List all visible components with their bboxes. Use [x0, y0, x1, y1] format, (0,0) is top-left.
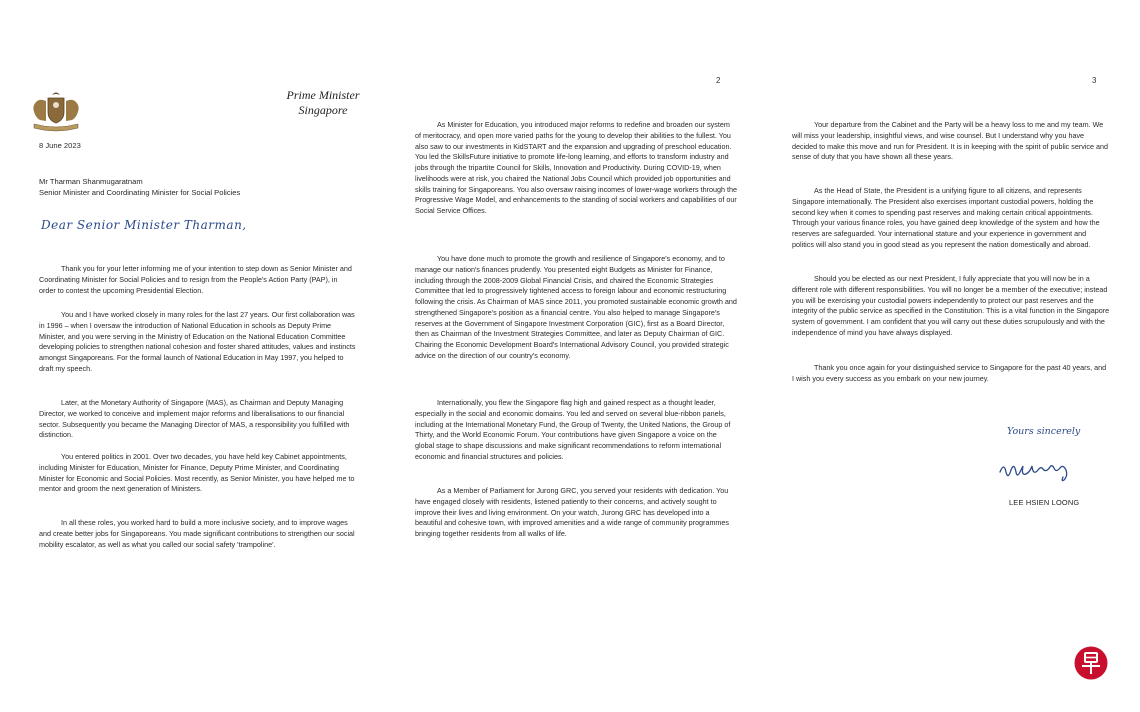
recipient-name: Mr Tharman Shanmugaratnam: [39, 177, 143, 186]
letter-date: 8 June 2023: [39, 141, 81, 150]
letter-page-2: [385, 0, 760, 712]
paragraph: You and I have worked closely in many roles for the last 27 years. Our first collaboration was in 1996 – when I oversaw the introduction of National Education in schools as Deputy Prime Minister, and you were serving in the Ministry of Education on the National Education Committee developing policies to strengthen national cohesion and foster shared attitudes, values and instincts amongst Singaporeans. For the formal launch of National Education in May 1997, you helped to draft my speech.: [39, 310, 356, 373]
paragraph: In all these roles, you worked hard to build a more inclusive society, and to improve wages and create better jobs for Singaporeans. You made significant contributions to strengthen our social mobility escalator, as well as what you called our social safety 'trampoline'.: [39, 518, 355, 549]
office-country: Singapore: [298, 103, 348, 117]
paragraph: Later, at the Monetary Authority of Singapore (MAS), as Chairman and Deputy Managing Director, we worked to conceive and implement major reforms and liberalisations to our financial sector. Subsequently you became the Managing Director of MAS, a responsibility you fulfilled with distinction.: [39, 398, 350, 440]
letter-page-3: [760, 0, 1140, 712]
office-title: Prime Minister: [286, 88, 360, 102]
page-number: 2: [716, 76, 721, 85]
paragraph: Your departure from the Cabinet and the Party will be a heavy loss to me and my team. We will miss your leadership, insightful views, and wise counsel. But I understand why you have decided to make this move and run for President. It is in keeping with the spirit of public service and sense of duty that you have shown all these years.: [792, 120, 1109, 162]
page-number: 3: [1092, 76, 1097, 85]
letter-page-1: [0, 0, 385, 712]
office-letterhead: [278, 88, 368, 118]
singapore-coat-of-arms-icon: [28, 88, 84, 132]
zaobao-logo-icon: [1074, 646, 1108, 680]
signatory-name: LEE HSIEN LOONG: [1009, 498, 1080, 507]
handwritten-salutation: Dear Senior Minister Tharman,: [41, 218, 247, 232]
paragraph: Should you be elected as our next President, I fully appreciate that you will now be in a different role with different responsibilities. You will no longer be a member of the executive; instead you will be exercising your custodial powers independently to protect our past reserves and the integrity of the public service as specified in the Constitution. This is a vital function in the Singapore system of government. I am confident that you will carry out these duties scrupulously and with the independence of mind you have always displayed.: [792, 274, 1110, 337]
paragraph: Thank you for your letter informing me of your intention to step down as Senior Minister and Coordinating Minister for Social Policies and to resign from the People's Action Party (PAP), in order to contest the upcoming Presidential Election.: [39, 264, 352, 295]
paragraph: Thank you once again for your distinguished service to Singapore for the past 40 years, and I wish you every success as you embark on your new journey.: [792, 363, 1107, 383]
recipient-address: [39, 176, 240, 198]
paragraph: As the Head of State, the President is a unifying figure to all citizens, and represents Singapore internationally. The President also exercises important custodial powers, holding the second key when it comes to spending past reserves and making certain critical appointments. Through your various finance roles, you have gained deep knowledge of the system and how the reserves are safeguarded. Your international stature and your experience in government and politics will also stand you in good stead as you represent the nation domestically and abroad.: [792, 186, 1100, 249]
paragraph: As a Member of Parliament for Jurong GRC, you served your residents with dedication. You have engaged closely with residents, listened patiently to their concerns, and actively sought to improve their lives and living environment. On your watch, Jurong GRC has developed into a beautiful and cohesive town, with improved amenities and a wide range of community programmes bringing together residents from all walks of life.: [415, 486, 730, 538]
paragraph: You entered politics in 2001. Over two decades, you have held key Cabinet appointments, including Minister for Education, Minister for Finance, Deputy Prime Minister, and Coordinating Minister for Economic and Social Policies. Most recently, as Senior Minister, you have helped me to mentor and groom the next generation of Ministers.: [39, 452, 355, 494]
handwritten-signature-icon: [996, 458, 1096, 486]
paragraph: Internationally, you flew the Singapore flag high and gained respect as a thought leader, especially in the social and economic domains. You led and served on several blue-ribbon panels, including at the International Monetary Fund, the Group of Twenty, the United Nations, the Group of Thirty, and the World Economic Forum. Your contributions have given Singapore a voice on the global stage to shape discussions and make significant recommendations to reform international economic and financial structures and policies.: [415, 398, 731, 461]
paragraph: As Minister for Education, you introduced major reforms to redefine and broaden our system of meritocracy, and open more varied paths for the young to develop their abilities to the fullest. You also saw to our investments in KidSTART and the expansion and upgrading of preschool education. You led the SkillsFuture initiative to promote life-long learning, and efforts to transform industry and jobs through the tripartite Council for Skills, Innovation and Productivity. During COVID-19, when livelihoods were at risk, you chaired the National Jobs Council which provided job opportunities and skills training for Singaporeans. You also oversaw raising incomes of lower-wage workers through the Progressive Wage Model, and enhancements to the standing of social workers and capabilities of our Social Service Offices.: [415, 120, 738, 215]
recipient-title: Senior Minister and Coordinating Minister for Social Policies: [39, 188, 241, 197]
handwritten-closing: Yours sincerely: [1007, 426, 1081, 437]
paragraph: You have done much to promote the growth and resilience of Singapore's economy, and to manage our nation's finances prudently. You presented eight Budgets as Minister for Finance, including through the 2008-2009 Global Financial Crisis, and chaired the Economic Strategies Committee that led to progressively tightened access to foreign labour and economic restructuring following the crisis. As Chairman of MAS since 2011, you promoted sustainable economic growth and strengthened Singapore's position as a financial centre. You also helped to manage Singapore's reserves at the Government of Singapore Investment Corporation (GIC), first as a Board Director, then as Chairman of the Investment Strategies Committee, and later as Deputy Chairman of GIC. Chairing the Economic Development Board's International Advisory Council, you provided strategic advice on the direction of our country's economy.: [415, 254, 737, 360]
